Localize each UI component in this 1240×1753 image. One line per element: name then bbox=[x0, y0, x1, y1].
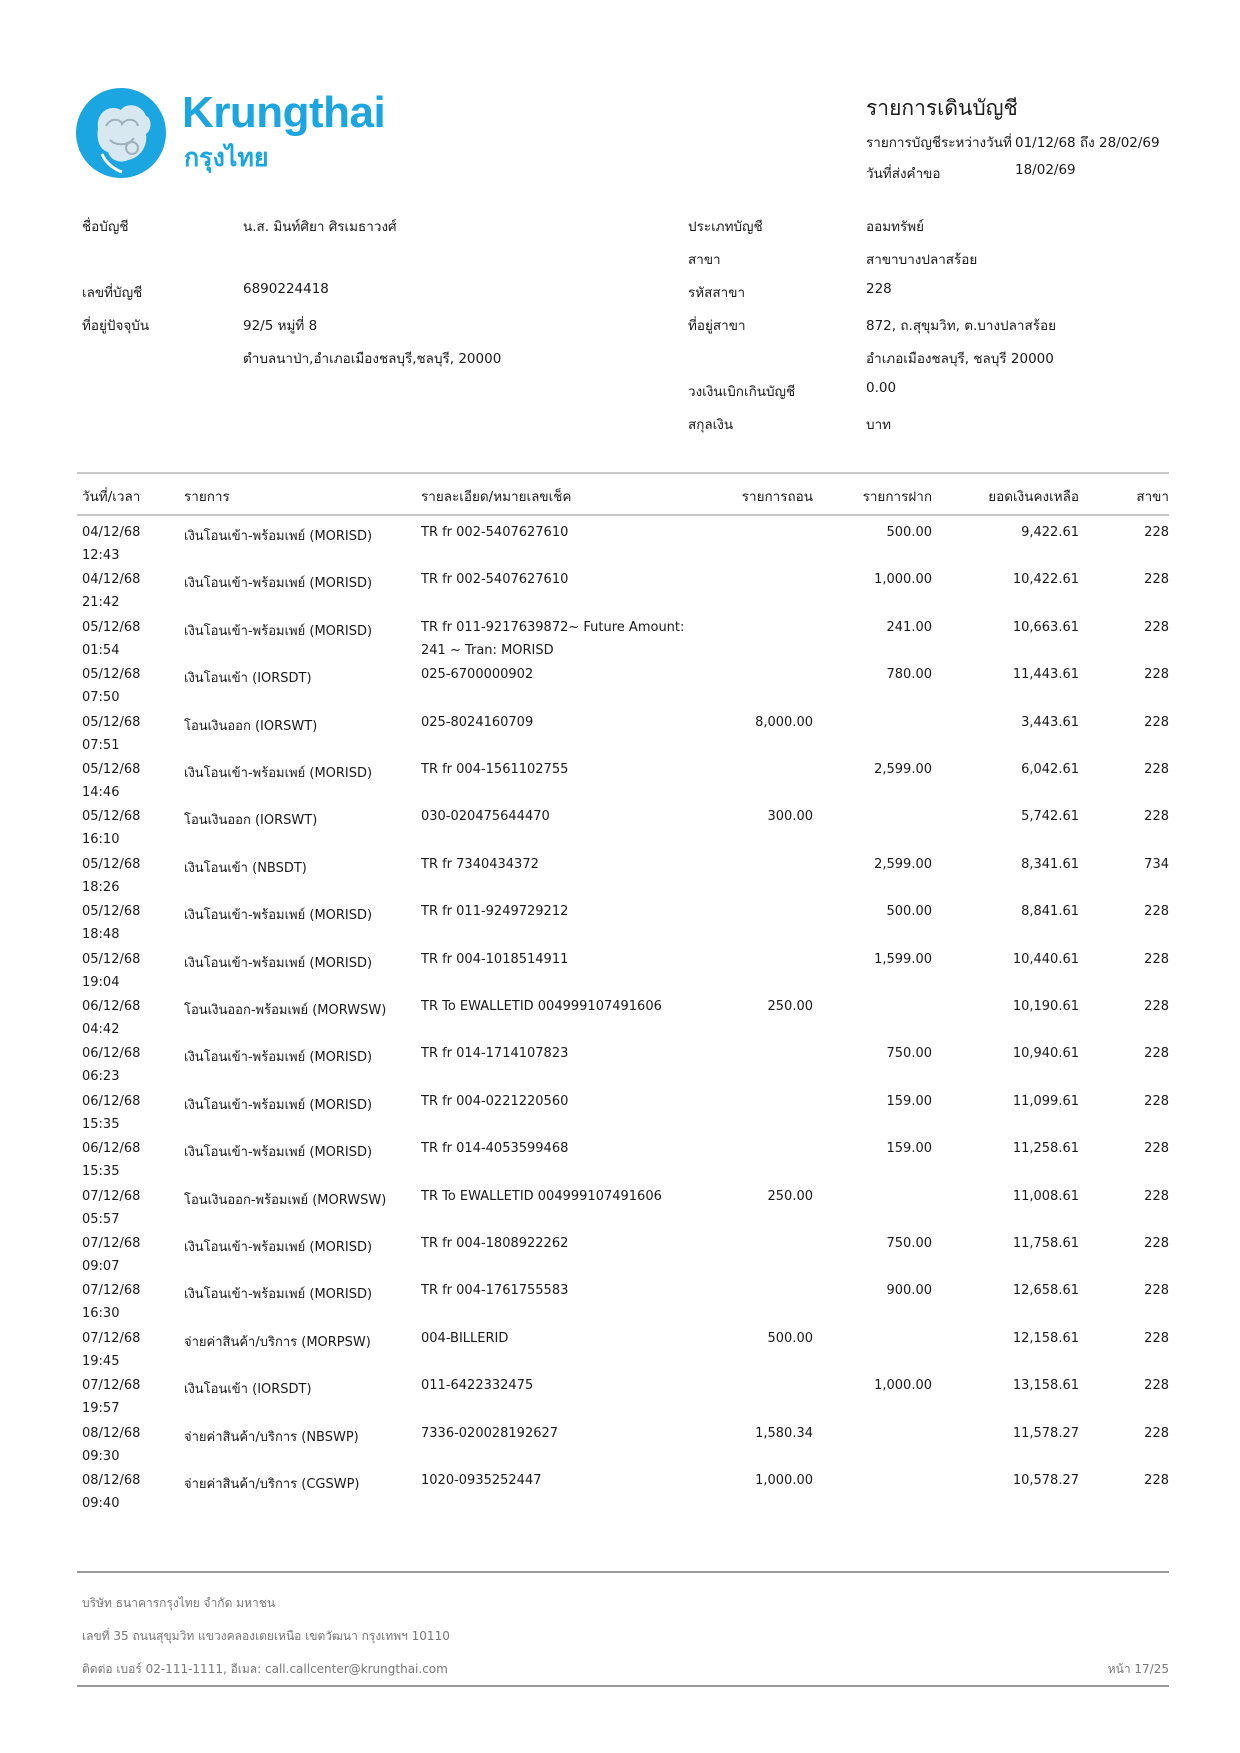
row-description: เงินโอนเข้า-พร้อมเพย์ (MORISD) bbox=[184, 1287, 373, 1303]
row-time: 05:57 bbox=[82, 1211, 120, 1227]
branch-code-value: 228 bbox=[866, 281, 892, 297]
row-detail: TR fr 004-1018514911 bbox=[421, 951, 569, 967]
branch-address-line2: อำเภอเมืองชลบุรี, ชลบุรี 20000 bbox=[866, 351, 1054, 367]
row-detail: 004-BILLERID bbox=[421, 1330, 509, 1346]
table-row bbox=[0, 1236, 1240, 1283]
row-detail: TR To EWALLETID 004999107491606 bbox=[421, 1188, 662, 1204]
row-balance: 11,258.61 bbox=[1012, 1141, 1079, 1157]
row-date: 05/12/68 bbox=[82, 904, 141, 920]
row-branch: 228 bbox=[1144, 1188, 1169, 1204]
row-balance: 10,940.61 bbox=[1012, 1046, 1079, 1062]
table-header-divider bbox=[77, 514, 1169, 516]
row-branch: 228 bbox=[1144, 1378, 1169, 1394]
account-type-value: ออมทรัพย์ bbox=[866, 219, 925, 235]
row-withdrawal: 1,000.00 bbox=[755, 1473, 813, 1488]
row-date: 06/12/68 bbox=[82, 1046, 141, 1062]
address-label: ที่อยู่ปัจจุบัน bbox=[82, 318, 150, 334]
row-description: เงินโอนเข้า-พร้อมเพย์ (MORISD) bbox=[184, 576, 373, 592]
row-balance: 9,422.61 bbox=[1021, 525, 1079, 540]
row-detail: TR fr 011-9217639872~ Future Amount: bbox=[421, 619, 685, 635]
row-time: 09:07 bbox=[82, 1259, 120, 1274]
row-description: เงินโอนเข้า (IORSDT) bbox=[184, 1382, 312, 1398]
table-row bbox=[0, 1141, 1240, 1188]
table-row bbox=[0, 1046, 1240, 1093]
period-label: รายการบัญชีระหว่างวันที่ bbox=[866, 135, 1012, 151]
row-description: จ่ายค่าสินค้า/บริการ (NBSWP) bbox=[184, 1429, 359, 1445]
branch-label: สาขา bbox=[688, 252, 721, 268]
row-balance: 10,663.61 bbox=[1012, 619, 1079, 635]
period-value: 01/12/68 ถึง 28/02/69 bbox=[1015, 135, 1160, 151]
row-deposit: 1,599.00 bbox=[874, 951, 932, 967]
row-detail: TR fr 004-1761755583 bbox=[421, 1283, 569, 1299]
row-deposit: 1,000.00 bbox=[874, 1378, 932, 1394]
brand-name-en: Krungthai bbox=[182, 88, 386, 137]
row-branch: 228 bbox=[1144, 904, 1169, 920]
row-date: 07/12/68 bbox=[82, 1236, 141, 1251]
row-description: โอนเงินออก-พร้อมเพย์ (MORWSW) bbox=[184, 1003, 387, 1018]
footer-company: บริษัท ธนาคารกรุงไทย จำกัด มหาชน bbox=[82, 1596, 276, 1610]
col-header-details: รายละเอียด/หมายเลขเช็ค bbox=[421, 489, 572, 505]
account-number-label: เลขที่บัญชี bbox=[82, 285, 143, 301]
row-time: 09:40 bbox=[82, 1496, 120, 1511]
row-deposit: 2,599.00 bbox=[874, 856, 932, 872]
row-branch: 228 bbox=[1144, 1236, 1169, 1251]
row-time: 15:35 bbox=[82, 1116, 120, 1132]
row-deposit: 750.00 bbox=[886, 1236, 932, 1251]
row-balance: 6,042.61 bbox=[1021, 762, 1079, 777]
row-time: 14:46 bbox=[82, 785, 120, 800]
footer-top-divider bbox=[77, 1571, 1169, 1573]
row-detail-line2: 241 ~ Tran: MORISD bbox=[421, 642, 554, 658]
table-row bbox=[0, 620, 1240, 667]
row-branch: 228 bbox=[1144, 999, 1169, 1014]
row-time: 19:04 bbox=[82, 974, 120, 990]
row-date: 07/12/68 bbox=[82, 1378, 141, 1394]
table-top-divider bbox=[77, 472, 1169, 474]
table-row bbox=[0, 1189, 1240, 1236]
table-row bbox=[0, 667, 1240, 714]
row-deposit: 900.00 bbox=[886, 1283, 932, 1299]
table-row bbox=[0, 1473, 1240, 1520]
row-detail: 025-6700000902 bbox=[421, 667, 534, 683]
row-date: 05/12/68 bbox=[82, 619, 141, 635]
row-description: เงินโอนเข้า-พร้อมเพย์ (MORISD) bbox=[184, 1097, 373, 1113]
row-detail: TR To EWALLETID 004999107491606 bbox=[421, 999, 662, 1014]
row-description: เงินโอนเข้า (IORSDT) bbox=[184, 671, 312, 687]
row-balance: 10,190.61 bbox=[1012, 999, 1079, 1014]
row-detail: TR fr 014-4053599468 bbox=[421, 1141, 569, 1157]
currency-value: บาท bbox=[866, 417, 892, 433]
table-row bbox=[0, 525, 1240, 572]
row-time: 12:43 bbox=[82, 548, 120, 563]
row-detail: TR fr 004-1561102755 bbox=[421, 762, 569, 777]
branch-address-label: ที่อยู่สาขา bbox=[688, 318, 746, 334]
row-deposit: 780.00 bbox=[886, 667, 932, 683]
row-branch: 228 bbox=[1144, 1330, 1169, 1346]
row-date: 07/12/68 bbox=[82, 1330, 141, 1346]
row-description: เงินโอนเข้า-พร้อมเพย์ (MORISD) bbox=[184, 766, 373, 781]
row-branch: 228 bbox=[1144, 1141, 1169, 1157]
row-date: 05/12/68 bbox=[82, 809, 141, 825]
row-time: 01:54 bbox=[82, 642, 120, 658]
row-detail: 030-020475644470 bbox=[421, 809, 550, 825]
overdraft-label: วงเงินเบิกเกินบัญชี bbox=[688, 384, 796, 400]
row-date: 05/12/68 bbox=[82, 762, 141, 777]
row-deposit: 159.00 bbox=[886, 1141, 932, 1157]
row-withdrawal: 300.00 bbox=[767, 809, 813, 825]
row-time: 18:48 bbox=[82, 927, 120, 943]
row-branch: 228 bbox=[1144, 1283, 1169, 1299]
row-withdrawal: 250.00 bbox=[767, 1188, 813, 1204]
row-branch: 734 bbox=[1144, 856, 1169, 872]
col-header-deposit: รายการฝาก bbox=[862, 489, 932, 505]
row-description: จ่ายค่าสินค้า/บริการ (CGSWP) bbox=[184, 1477, 360, 1492]
table-row bbox=[0, 809, 1240, 856]
row-date: 07/12/68 bbox=[82, 1283, 141, 1299]
row-description: จ่ายค่าสินค้า/บริการ (MORPSW) bbox=[184, 1334, 371, 1350]
row-date: 06/12/68 bbox=[82, 999, 141, 1014]
row-balance: 13,158.61 bbox=[1012, 1378, 1079, 1394]
col-header-branch: สาขา bbox=[1136, 489, 1169, 505]
row-detail: TR fr 004-1808922262 bbox=[421, 1236, 569, 1251]
row-date: 06/12/68 bbox=[82, 1141, 141, 1157]
row-deposit: 159.00 bbox=[886, 1093, 932, 1109]
row-detail: 011-6422332475 bbox=[421, 1378, 534, 1394]
row-date: 08/12/68 bbox=[82, 1425, 141, 1441]
row-balance: 11,578.27 bbox=[1012, 1425, 1079, 1441]
row-balance: 12,658.61 bbox=[1012, 1283, 1079, 1299]
table-row bbox=[0, 1283, 1240, 1330]
row-date: 05/12/68 bbox=[82, 714, 141, 730]
row-balance: 11,758.61 bbox=[1012, 1236, 1079, 1251]
address-line2: ตำบลนาป่า,อำเภอเมืองชลบุรี,ชลบุรี, 20000 bbox=[243, 351, 502, 367]
row-detail: TR fr 002-5407627610 bbox=[421, 572, 569, 588]
row-balance: 10,440.61 bbox=[1012, 951, 1079, 967]
row-withdrawal: 250.00 bbox=[767, 999, 813, 1014]
row-time: 18:26 bbox=[82, 879, 120, 895]
row-balance: 5,742.61 bbox=[1021, 809, 1079, 825]
phra-wisanukam-emblem-icon bbox=[76, 88, 166, 178]
row-balance: 11,008.61 bbox=[1012, 1188, 1079, 1204]
row-date: 06/12/68 bbox=[82, 1093, 141, 1109]
row-description: เงินโอนเข้า-พร้อมเพย์ (MORISD) bbox=[184, 908, 373, 924]
row-branch: 228 bbox=[1144, 951, 1169, 967]
row-detail: 1020-0935252447 bbox=[421, 1473, 542, 1488]
account-name-label: ชื่อบัญชี bbox=[82, 219, 129, 235]
row-branch: 228 bbox=[1144, 525, 1169, 540]
address-line1: 92/5 หมู่ที่ 8 bbox=[243, 318, 318, 334]
row-time: 19:57 bbox=[82, 1401, 120, 1417]
row-balance: 11,099.61 bbox=[1012, 1093, 1079, 1109]
row-deposit: 500.00 bbox=[886, 525, 932, 540]
row-branch: 228 bbox=[1144, 667, 1169, 683]
row-deposit: 241.00 bbox=[886, 619, 932, 635]
row-time: 16:30 bbox=[82, 1306, 120, 1322]
page-number: หน้า 17/25 bbox=[1107, 1662, 1169, 1676]
row-time: 07:50 bbox=[82, 690, 120, 706]
footer-bottom-divider bbox=[77, 1685, 1169, 1687]
row-branch: 228 bbox=[1144, 1093, 1169, 1109]
currency-label: สกุลเงิน bbox=[688, 417, 734, 433]
row-detail: TR fr 014-1714107823 bbox=[421, 1046, 569, 1062]
row-deposit: 1,000.00 bbox=[874, 572, 932, 588]
table-row bbox=[0, 572, 1240, 619]
row-time: 16:10 bbox=[82, 832, 120, 848]
row-description: เงินโอนเข้า (NBSDT) bbox=[184, 860, 307, 876]
table-row bbox=[0, 952, 1240, 999]
account-type-label: ประเภทบัญชี bbox=[688, 219, 763, 235]
row-description: เงินโอนเข้า-พร้อมเพย์ (MORISD) bbox=[184, 623, 373, 639]
row-time: 07:51 bbox=[82, 737, 120, 753]
row-time: 19:45 bbox=[82, 1353, 120, 1369]
table-row bbox=[0, 904, 1240, 951]
row-branch: 228 bbox=[1144, 1046, 1169, 1062]
table-row bbox=[0, 1331, 1240, 1378]
branch-code-label: รหัสสาขา bbox=[688, 285, 746, 301]
footer-address: เลขที่ 35 ถนนสุขุมวิท แขวงคลองเตยเหนือ เขตวัฒนา กรุงเทพฯ 10110 bbox=[82, 1629, 450, 1643]
row-branch: 228 bbox=[1144, 809, 1169, 825]
row-date: 04/12/68 bbox=[82, 525, 141, 540]
row-branch: 228 bbox=[1144, 1473, 1169, 1488]
row-date: 05/12/68 bbox=[82, 667, 141, 683]
row-branch: 228 bbox=[1144, 762, 1169, 777]
row-withdrawal: 8,000.00 bbox=[755, 714, 813, 730]
row-detail: TR fr 011-9249729212 bbox=[421, 904, 569, 920]
brand-name-th: กรุงไทย bbox=[184, 143, 269, 172]
row-time: 06:23 bbox=[82, 1069, 120, 1085]
row-branch: 228 bbox=[1144, 572, 1169, 588]
col-header-description: รายการ bbox=[184, 489, 230, 505]
col-header-datetime: วันที่/เวลา bbox=[82, 489, 141, 505]
row-time: 04:42 bbox=[82, 1022, 120, 1037]
row-time: 15:35 bbox=[82, 1164, 120, 1180]
row-balance: 8,841.61 bbox=[1021, 904, 1079, 920]
row-balance: 12,158.61 bbox=[1012, 1330, 1079, 1346]
account-number-value: 6890224418 bbox=[243, 281, 329, 297]
table-row bbox=[0, 1378, 1240, 1425]
row-description: โอนเงินออก (IORSWT) bbox=[184, 718, 318, 734]
overdraft-value: 0.00 bbox=[866, 380, 897, 396]
document-title: รายการเดินบัญชี bbox=[866, 96, 1018, 120]
table-row bbox=[0, 1426, 1240, 1473]
col-header-balance: ยอดเงินคงเหลือ bbox=[988, 489, 1079, 505]
col-header-withdrawal: รายการถอน bbox=[741, 489, 813, 505]
row-detail: 025-8024160709 bbox=[421, 714, 534, 730]
row-description: เงินโอนเข้า-พร้อมเพย์ (MORISD) bbox=[184, 955, 373, 971]
row-date: 08/12/68 bbox=[82, 1473, 141, 1488]
row-balance: 8,341.61 bbox=[1021, 856, 1079, 872]
table-row bbox=[0, 715, 1240, 762]
row-description: เงินโอนเข้า-พร้อมเพย์ (MORISD) bbox=[184, 1050, 373, 1066]
row-time: 21:42 bbox=[82, 595, 120, 611]
branch-address-line1: 872, ถ.สุขุมวิท, ต.บางปลาสร้อย bbox=[866, 318, 1056, 334]
row-balance: 11,443.61 bbox=[1012, 667, 1079, 683]
row-date: 04/12/68 bbox=[82, 572, 141, 588]
row-detail: TR fr 004-0221220560 bbox=[421, 1093, 569, 1109]
branch-value: สาขาบางปลาสร้อย bbox=[866, 252, 978, 268]
row-detail: TR fr 7340434372 bbox=[421, 856, 539, 872]
table-row bbox=[0, 999, 1240, 1046]
krungthai-logo-emblem bbox=[76, 88, 166, 178]
row-balance: 10,422.61 bbox=[1012, 572, 1079, 588]
row-description: โอนเงินออก (IORSWT) bbox=[184, 813, 318, 829]
row-deposit: 750.00 bbox=[886, 1046, 932, 1062]
row-date: 05/12/68 bbox=[82, 856, 141, 872]
row-withdrawal: 500.00 bbox=[767, 1330, 813, 1346]
row-balance: 3,443.61 bbox=[1021, 714, 1079, 730]
table-row bbox=[0, 1094, 1240, 1141]
row-time: 09:30 bbox=[82, 1448, 120, 1464]
row-balance: 10,578.27 bbox=[1012, 1473, 1079, 1488]
row-description: เงินโอนเข้า-พร้อมเพย์ (MORISD) bbox=[184, 1145, 373, 1161]
row-deposit: 2,599.00 bbox=[874, 762, 932, 777]
row-detail: TR fr 002-5407627610 bbox=[421, 525, 569, 540]
row-description: เงินโอนเข้า-พร้อมเพย์ (MORISD) bbox=[184, 1240, 373, 1255]
row-description: เงินโอนเข้า-พร้อมเพย์ (MORISD) bbox=[184, 529, 373, 544]
row-date: 05/12/68 bbox=[82, 951, 141, 967]
row-withdrawal: 1,580.34 bbox=[755, 1425, 813, 1441]
row-date: 07/12/68 bbox=[82, 1188, 141, 1204]
request-date-label: วันที่ส่งคำขอ bbox=[866, 166, 941, 182]
row-description: โอนเงินออก-พร้อมเพย์ (MORWSW) bbox=[184, 1192, 387, 1208]
account-name-value: น.ส. มินท์ศิยา ศิรเมธาวงศ์ bbox=[243, 219, 397, 235]
row-branch: 228 bbox=[1144, 714, 1169, 730]
row-branch: 228 bbox=[1144, 1425, 1169, 1441]
footer-contact: ติดต่อ เบอร์ 02-111-1111, อีเมล: call.callcenter@krungthai.com bbox=[82, 1662, 448, 1676]
table-row bbox=[0, 762, 1240, 809]
row-detail: 7336-020028192627 bbox=[421, 1425, 559, 1441]
row-branch: 228 bbox=[1144, 619, 1169, 635]
row-deposit: 500.00 bbox=[886, 904, 932, 920]
request-date-value: 18/02/69 bbox=[1015, 162, 1076, 178]
table-row bbox=[0, 857, 1240, 904]
